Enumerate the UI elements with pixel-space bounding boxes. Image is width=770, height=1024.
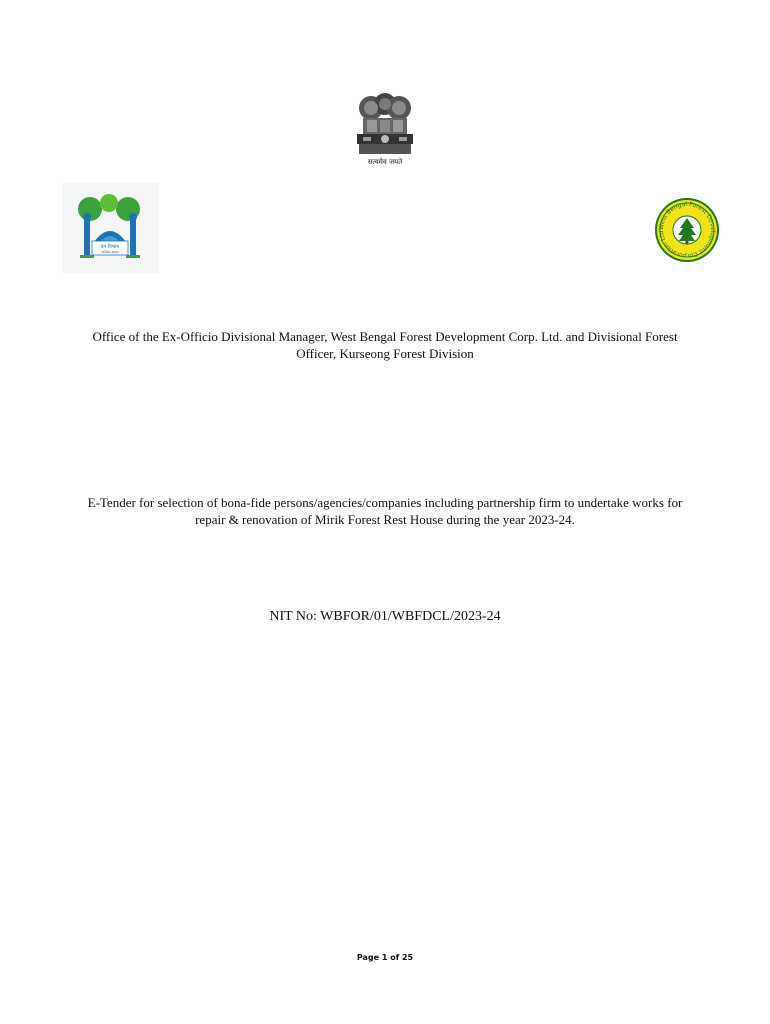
wbfdc-logo [654, 197, 720, 263]
wbfdc-seal-icon [654, 197, 720, 263]
page-number: Page 1 of 25 [356, 953, 414, 962]
office-heading [40, 328, 730, 362]
forest-department-logo [62, 183, 158, 273]
left-logo-text-1: वन विभाग [100, 244, 120, 250]
tender-line-1: E-Tender for selection of bona-fide persons/agencies/companies including partnership firm to undertake works for [87, 495, 683, 510]
nit-number: NIT No: WBFOR/01/WBFDCL/2023-24 [269, 609, 501, 624]
left-logo-text-2: पश्चिम बंगाल [101, 250, 119, 255]
tender-line-2: repair & renovation of Mirik Forest Rest House during the year 2023-24. [195, 512, 575, 527]
tender-title [40, 494, 730, 528]
wbfdc-ring-text: West Bengal Forest Development Corporation Ltd [657, 200, 717, 260]
lion-capital-icon [345, 92, 425, 158]
forest-department-logo-icon [62, 183, 158, 273]
office-line-1: Office of the Ex-Officio Divisional Manager, West Bengal Forest Development Corp. Ltd. and Divisional Forest [92, 329, 678, 344]
office-line-2: Officer, Kurseong Forest Division [296, 346, 474, 361]
emblem-motto: सत्यमेव जयते [367, 158, 403, 166]
